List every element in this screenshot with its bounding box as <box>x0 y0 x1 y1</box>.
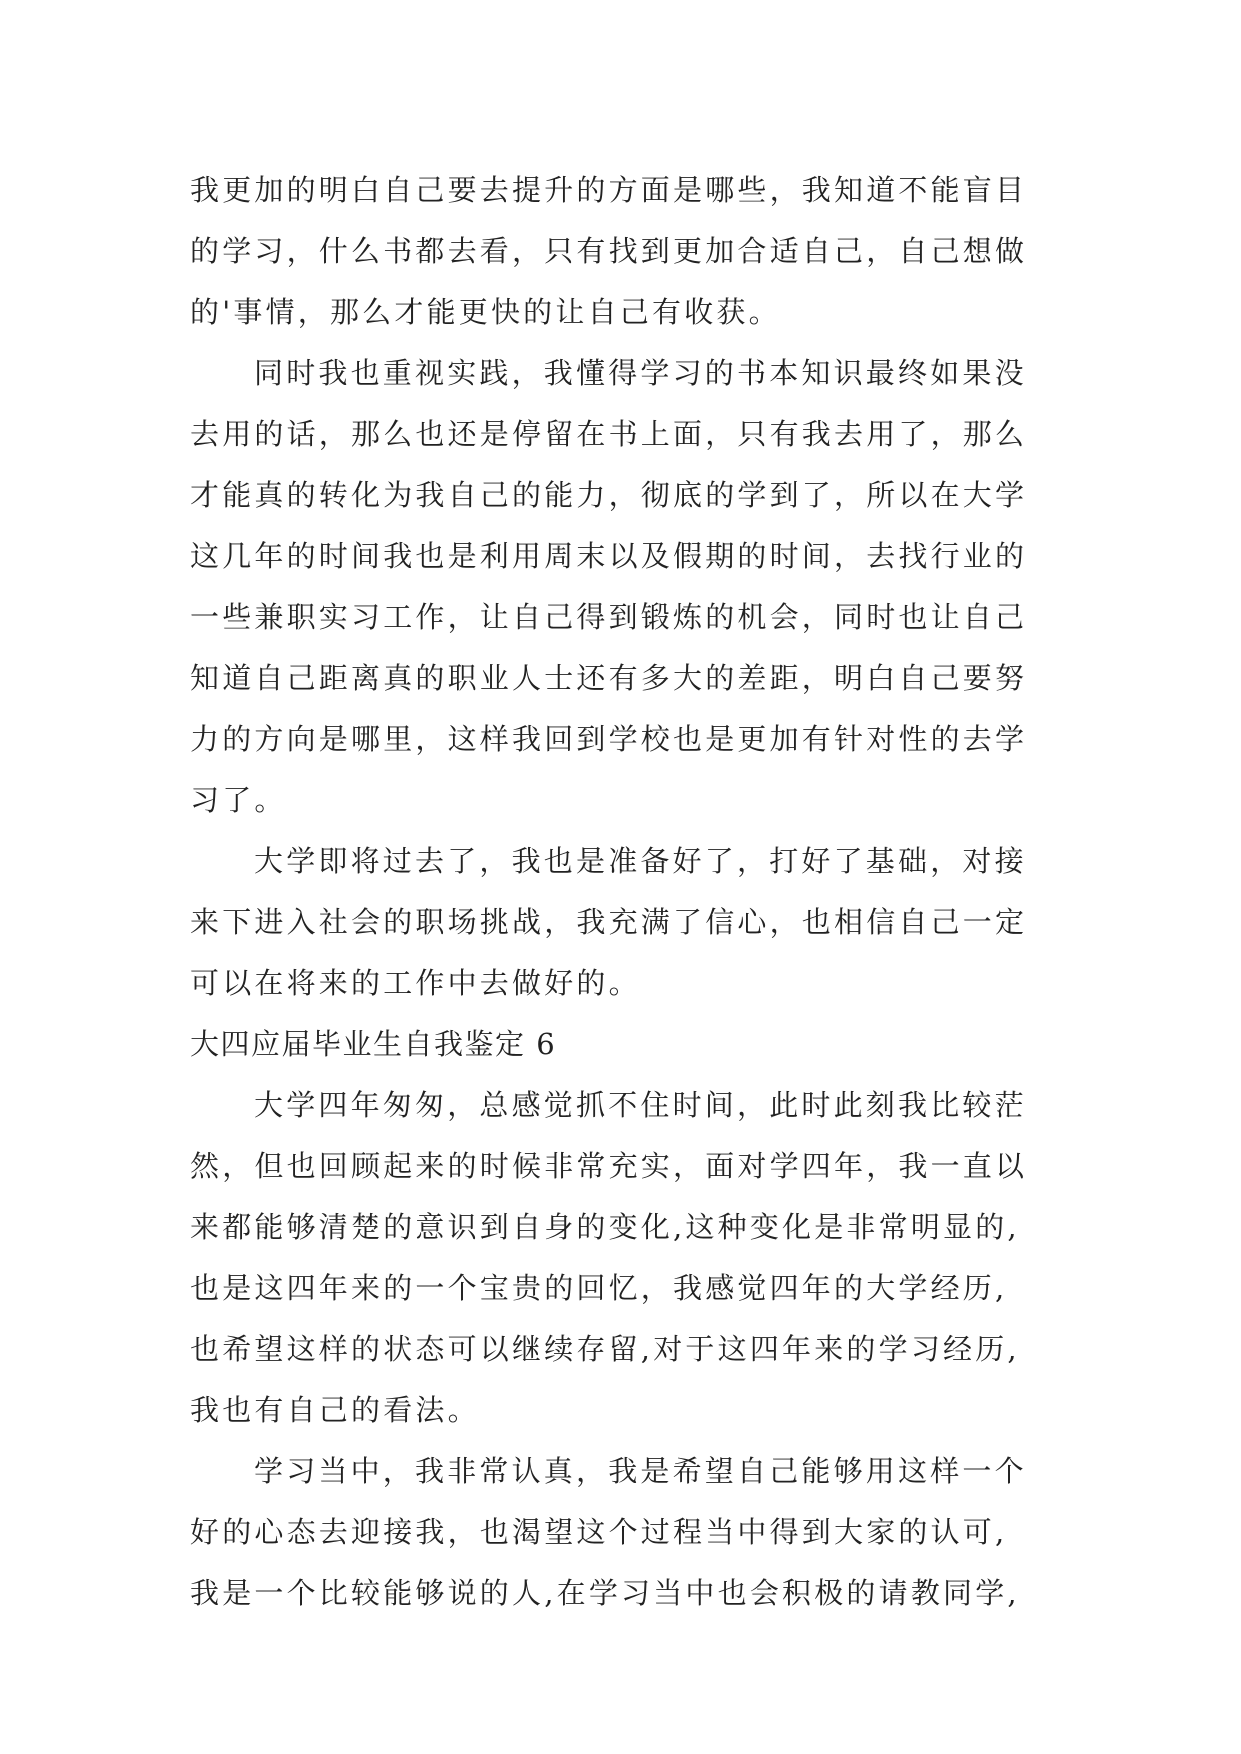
text-line: 来都能够清楚的意识到自身的变化,这种变化是非常明显的, <box>190 1210 1020 1244</box>
paragraph-4 <box>190 1075 1060 1441</box>
text-line: 学习当中，我非常认真，我是希望自己能够用这样一个 <box>254 1454 1027 1488</box>
text-line: 同时我也重视实践，我懂得学习的书本知识最终如果没 <box>254 356 1027 390</box>
paragraph-5 <box>190 1441 1060 1624</box>
section-heading: 大四应届毕业生自我鉴定 6 <box>190 1027 557 1061</box>
text-line: 去用的话，那么也还是停留在书上面，只有我去用了，那么 <box>190 417 1028 451</box>
text-line: 也是这四年来的一个宝贵的回忆，我感觉四年的大学经历, <box>190 1271 1008 1305</box>
text-line: 也希望这样的状态可以继续存留,对于这四年来的学习经历, <box>190 1332 1020 1366</box>
text-line: 习了。 <box>190 783 287 817</box>
text-line: 可以在将来的工作中去做好的。 <box>190 966 641 1000</box>
text-line: 大学即将过去了，我也是准备好了，打好了基础，对接 <box>254 844 1027 878</box>
text-line: 我也有自己的看法。 <box>190 1393 480 1427</box>
paragraph-1 <box>190 160 1060 343</box>
paragraph-2 <box>190 343 1060 831</box>
text-line: 才能真的转化为我自己的能力，彻底的学到了，所以在大学 <box>190 478 1028 512</box>
text-line: 力的方向是哪里，这样我回到学校也是更加有针对性的去学 <box>190 722 1028 756</box>
document-body <box>190 160 1060 1624</box>
text-line: 一些兼职实习工作，让自己得到锻炼的机会，同时也让自己 <box>190 600 1028 634</box>
text-line: 然，但也回顾起来的时候非常充实，面对学四年，我一直以 <box>190 1149 1028 1183</box>
text-line: 知道自己距离真的职业人士还有多大的差距，明白自己要努 <box>190 661 1028 695</box>
text-line: 我更加的明白自己要去提升的方面是哪些，我知道不能盲目 <box>190 173 1028 207</box>
text-line: 的学习，什么书都去看，只有找到更加合适自己，自己想做 <box>190 234 1028 268</box>
text-line: 我是一个比较能够说的人,在学习当中也会积极的请教同学, <box>190 1576 1020 1610</box>
paragraph-3 <box>190 831 1060 1014</box>
text-line: 的'事情，那么才能更快的让自己有收获。 <box>190 295 781 329</box>
text-line: 这几年的时间我也是利用周末以及假期的时间，去找行业的 <box>190 539 1028 573</box>
text-line: 好的心态去迎接我，也渴望这个过程当中得到大家的认可, <box>190 1515 1008 1549</box>
text-line: 来下进入社会的职场挑战，我充满了信心，也相信自己一定 <box>190 905 1028 939</box>
text-line: 大学四年匆匆，总感觉抓不住时间，此时此刻我比较茫 <box>254 1088 1027 1122</box>
